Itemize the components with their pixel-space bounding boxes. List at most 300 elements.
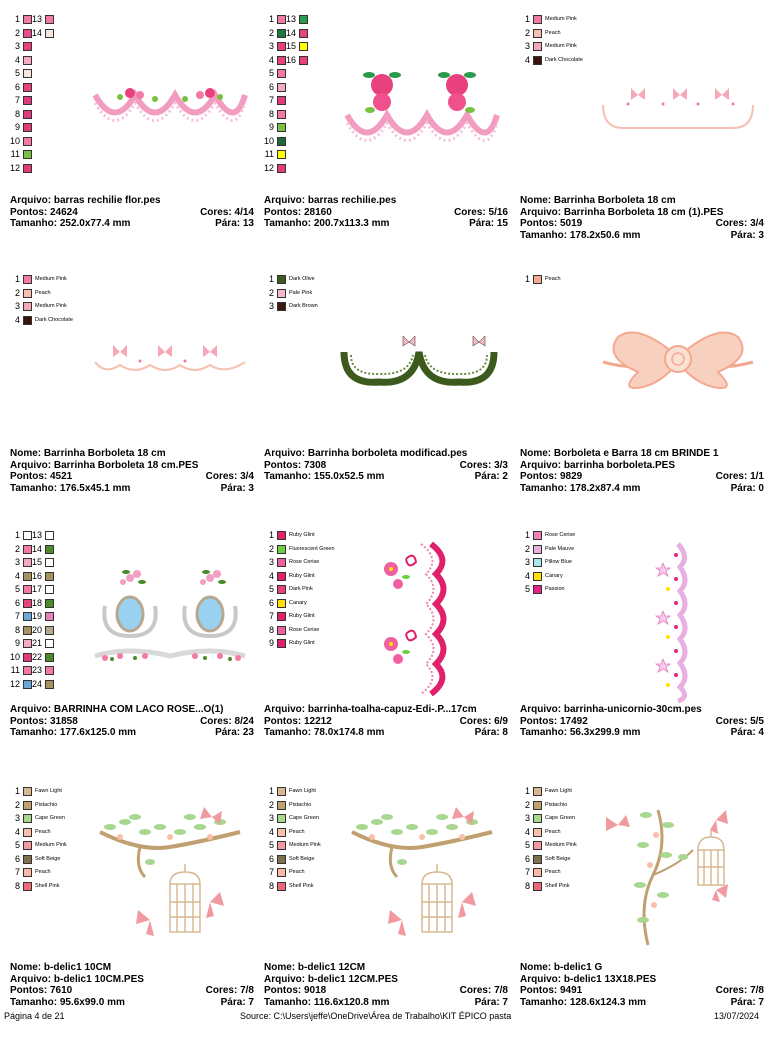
color-name: Pistachio [35,801,58,808]
color-number: 9 [14,122,20,132]
color-swatch [45,639,54,648]
info-left: Tamanho: 155.0x52.5 mm [264,471,385,482]
color-number: 4 [14,314,20,325]
info-left: Arquivo: BARRINHA COM LACO ROSE...O(1) [10,704,224,715]
info-line [264,985,508,997]
color-name: Canary [545,572,563,579]
info-line [264,974,508,986]
design-card [264,787,514,1037]
info-right: Pára: 13 [215,218,254,229]
info-line [264,704,508,716]
color-number: 1 [14,274,20,284]
info-line [10,207,254,219]
color-swatch [45,666,54,675]
design-preview [598,795,758,955]
info-left: Arquivo: Barrinha borboleta modificad.pes [264,448,468,459]
color-number: 15 [285,41,296,51]
color-swatch [45,680,54,689]
design-card [10,787,260,1037]
color-swatch [277,612,286,621]
color-number: 10 [9,651,20,662]
color-number: 4 [524,54,530,65]
info-left: Tamanho: 56.3x299.9 mm [520,727,641,738]
color-swatch [277,289,286,298]
source-path: Source: C:\Users\jeffe\OneDrive\Área de Trabalho\KIT ÉPICO pasta [240,1011,512,1021]
info-left: Arquivo: barras rechilie flor.pes [10,195,161,206]
color-swatch [23,801,32,810]
design-card [264,15,514,265]
info-right: Pára: 3 [730,229,764,241]
info-right: Cores: 8/24 [200,715,254,727]
info-right: Pára: 0 [730,482,764,494]
color-number: 1 [524,14,530,24]
color-number: 18 [31,597,42,608]
color-number: 8 [14,880,20,891]
info-line [264,218,508,230]
info-left: Pontos: 4521 [10,471,73,482]
info-left: Pontos: 5019 [520,218,583,229]
color-name: Ruby Glint [289,572,315,579]
color-number: 24 [31,678,42,689]
info-line [10,716,254,728]
info-left: Arquivo: b-delic1 13X18.PES [520,973,657,985]
info-left: Pontos: 12212 [264,715,332,727]
color-swatch [23,150,32,159]
color-swatch [23,69,32,78]
color-name: Medium Pink [35,276,67,282]
color-number: 4 [268,826,274,837]
color-number: 16 [285,54,296,65]
design-card [520,15,765,265]
design-info [264,195,508,230]
color-name: Peach [35,869,51,875]
color-name: Soft Beige [35,855,61,862]
color-swatch [277,531,286,540]
color-name: Rose Cerise [545,532,576,538]
color-number: 12 [263,162,274,173]
color-swatch [23,275,32,284]
color-swatch [277,572,286,581]
info-left: Pontos: 7308 [264,459,327,471]
design-info [10,962,254,1008]
color-name: Peach [545,29,561,36]
color-number: 4 [14,570,20,581]
color-swatch [45,626,54,635]
color-swatch [23,302,32,311]
design-info [10,195,254,230]
info-left: Pontos: 9018 [264,985,327,996]
info-left: Tamanho: 78.0x174.8 mm [264,727,385,738]
info-left: Pontos: 9829 [520,471,583,482]
info-right: Cores: 3/3 [459,459,508,471]
color-number: 13 [31,530,42,540]
color-swatch [533,275,542,284]
color-number: 5 [268,584,274,594]
info-line [520,218,764,230]
info-right: Cores: 5/16 [454,206,508,218]
color-swatch [45,558,54,567]
info-line [10,448,254,460]
design-info [520,195,764,241]
info-left: Arquivo: Barrinha Borboleta 18 cm (1).PES [520,206,724,218]
color-swatch [23,110,32,119]
color-name: Medium Pink [35,303,67,309]
design-card [10,15,260,265]
info-line [520,195,764,207]
info-left: Arquivo: Barrinha Borboleta 18 cm.PES [10,459,199,471]
info-line [520,962,764,974]
color-swatch [23,164,32,173]
color-number: 6 [268,853,274,864]
info-right: Cores: 4/14 [200,206,254,218]
color-number: 4 [268,570,274,581]
design-preview [90,566,250,676]
color-number: 22 [31,651,42,662]
color-swatch [23,814,32,823]
color-swatch [45,599,54,608]
color-name: Medium Pink [289,842,321,848]
color-number: 6 [14,81,20,92]
color-swatch [533,572,542,581]
color-swatch [23,137,32,146]
color-number: 4 [268,54,274,65]
color-swatch [533,801,542,810]
info-right: Pára: 7 [474,996,508,1008]
page-number: Página 4 de 21 [4,1011,65,1021]
color-number: 1 [524,786,530,796]
color-name: Peach [289,828,305,835]
color-swatch [277,110,286,119]
info-right: Cores: 6/9 [459,715,508,727]
color-swatch [277,882,286,891]
info-line [264,471,508,483]
color-name: Shell Pink [289,882,314,889]
print-date: 13/07/2024 [713,1011,759,1021]
color-number: 19 [31,611,42,621]
info-left: Tamanho: 116.6x120.8 mm [264,996,390,1008]
color-number: 5 [268,68,274,78]
color-swatch [277,69,286,78]
info-line [520,704,764,716]
color-name: Pistachio [289,801,312,808]
color-name: Rose Cerise [289,559,320,565]
info-left: Nome: b-delic1 G [520,962,603,973]
info-right: Pára: 3 [220,482,254,494]
color-number: 4 [14,826,20,837]
color-swatch [533,558,542,567]
color-number: 2 [14,799,20,810]
info-line [520,471,764,483]
color-number: 4 [524,826,530,837]
info-line [264,997,508,1009]
color-name: Ruby Glint [289,640,315,646]
info-line [264,962,508,974]
color-number: 6 [14,853,20,864]
color-number: 15 [31,557,42,567]
info-left: Arquivo: barras rechilie.pes [264,195,397,206]
color-swatch [533,545,542,554]
color-number: 5 [14,840,20,850]
color-name: Dark Brown [289,303,318,309]
info-left: Arquivo: barrinha-unicornio-30cm.pes [520,704,702,715]
info-left: Nome: Borboleta e Barra 18 cm BRINDE 1 [520,448,719,459]
color-number: 7 [14,611,20,621]
design-preview [648,539,698,704]
color-number: 5 [14,584,20,594]
color-swatch [277,302,286,311]
color-swatch [533,29,542,38]
color-name: Peach [35,828,51,835]
color-name: Shell Pink [545,882,570,889]
info-left: Pontos: 24624 [10,206,78,218]
info-line [520,448,764,460]
color-number: 2 [14,27,20,38]
color-swatch [277,639,286,648]
info-left: Tamanho: 176.5x45.1 mm [10,482,131,494]
info-right: Pára: 7 [730,996,764,1008]
color-number: 3 [524,557,530,567]
color-name: Dark Chocolate [545,56,583,63]
color-swatch [277,855,286,864]
design-preview [598,80,758,135]
color-name: Peach [35,289,51,296]
color-number: 1 [524,530,530,540]
color-swatch [277,599,286,608]
color-name: Peach [545,828,561,835]
color-number: 3 [268,41,274,51]
color-swatch [23,787,32,796]
info-right: Pára: 7 [220,996,254,1008]
design-card [520,531,765,781]
design-info [520,448,764,494]
info-line [10,483,254,495]
design-preview [90,792,250,957]
color-number: 2 [524,799,530,810]
color-swatch [299,42,308,51]
info-line [10,997,254,1009]
color-number: 4 [14,54,20,65]
design-card [520,275,765,525]
color-swatch [23,42,32,51]
color-swatch [45,15,54,24]
color-name: Passion [545,586,565,592]
color-swatch [23,83,32,92]
color-name: Medium Pink [545,842,577,848]
color-number: 13 [31,14,42,24]
info-left: Arquivo: b-delic1 12CM.PES [264,973,398,985]
color-swatch [23,123,32,132]
color-name: Soft Beige [289,855,315,862]
design-info [264,704,508,739]
color-number: 1 [268,274,274,284]
design-preview [90,337,250,382]
color-number: 2 [524,27,530,38]
design-preview [339,330,499,390]
info-line [520,460,764,472]
color-number: 21 [31,638,42,648]
design-info [264,962,508,1008]
color-swatch [277,801,286,810]
color-swatch [277,828,286,837]
color-number: 7 [268,611,274,621]
info-line [10,195,254,207]
design-preview [376,539,456,699]
color-swatch [533,855,542,864]
info-left: Arquivo: barrinha-toalha-capuz-Edi-.P...17cm [264,704,477,715]
color-swatch [45,545,54,554]
color-swatch [277,841,286,850]
color-number: 2 [268,287,274,298]
color-swatch [533,828,542,837]
color-swatch [277,275,286,284]
design-preview [342,60,502,160]
color-name: Medium Pink [35,842,67,848]
info-left: Tamanho: 128.6x124.3 mm [520,996,646,1008]
color-number: 1 [268,786,274,796]
color-name: Canary [289,599,307,606]
color-number: 2 [14,287,20,298]
color-number: 1 [524,274,530,284]
color-number: 5 [14,68,20,78]
color-number: 1 [14,786,20,796]
info-right: Pára: 15 [469,218,508,229]
color-number: 9 [268,122,274,132]
color-number: 20 [31,624,42,635]
info-line [520,974,764,986]
color-number: 2 [14,543,20,554]
color-number: 3 [524,813,530,823]
color-number: 3 [14,557,20,567]
color-name: Fawn Light [545,788,572,794]
color-number: 14 [31,543,42,554]
color-swatch [23,289,32,298]
color-number: 1 [268,530,274,540]
color-name: Fawn Light [35,788,62,794]
color-name: Pale Mauve [545,545,575,552]
color-swatch [23,868,32,877]
info-line [10,460,254,472]
color-swatch [23,316,32,325]
info-line [264,195,508,207]
info-left: Nome: b-delic1 10CM [10,962,112,973]
color-number: 3 [524,41,530,51]
color-number: 3 [14,301,20,311]
color-number: 14 [285,27,296,38]
info-right: Pára: 2 [474,471,508,482]
color-swatch [45,653,54,662]
color-swatch [533,15,542,24]
color-number: 6 [268,81,274,92]
color-name: Ruby Glint [289,532,315,538]
info-left: Pontos: 28160 [264,206,332,218]
color-number: 3 [14,41,20,51]
color-number: 6 [524,853,530,864]
color-number: 23 [31,665,42,675]
color-number: 17 [31,584,42,594]
color-name: Fluorescent Green [289,545,335,552]
color-swatch [533,531,542,540]
color-number: 4 [524,570,530,581]
color-swatch [277,626,286,635]
color-number: 10 [9,135,20,146]
color-number: 7 [14,95,20,105]
color-number: 5 [524,840,530,850]
info-right: Cores: 7/8 [459,985,508,996]
color-number: 7 [268,95,274,105]
info-right: Cores: 7/8 [715,985,764,996]
color-swatch [23,828,32,837]
color-swatch [533,841,542,850]
info-right: Cores: 7/8 [205,985,254,996]
info-line [10,727,254,739]
color-name: Cape Green [35,815,65,821]
design-info [10,704,254,739]
design-info [264,448,508,483]
color-swatch [533,814,542,823]
info-line [520,483,764,495]
design-preview [598,317,758,397]
design-card [520,787,765,1037]
color-number: 12 [9,678,20,689]
info-left: Nome: Barrinha Borboleta 18 cm [520,195,676,206]
color-swatch [45,585,54,594]
color-swatch [23,882,32,891]
color-number: 14 [31,27,42,38]
info-line [520,230,764,242]
info-line [264,727,508,739]
color-name: Cape Green [545,815,575,821]
info-left: Pontos: 17492 [520,715,588,727]
info-line [264,460,508,472]
color-number: 7 [268,867,274,877]
info-left: Arquivo: barrinha borboleta.PES [520,459,676,471]
color-swatch [45,29,54,38]
color-name: Pillow Blue [545,559,572,565]
design-card [10,531,260,781]
info-line [520,727,764,739]
color-name: Soft Beige [545,855,571,862]
info-line [10,985,254,997]
info-right: Cores: 1/1 [715,471,764,482]
color-number: 1 [268,14,274,24]
color-number: 3 [268,557,274,567]
color-swatch [533,882,542,891]
info-left: Tamanho: 178.2x50.6 mm [520,229,641,241]
color-number: 8 [14,108,20,119]
color-swatch [277,545,286,554]
design-preview [342,792,502,957]
color-name: Medium Pink [545,43,577,49]
info-right: Cores: 3/4 [715,218,764,229]
color-swatch [533,56,542,65]
color-swatch [23,56,32,65]
info-left: Arquivo: b-delic1 10CM.PES [10,973,144,985]
info-left: Pontos: 31858 [10,715,78,727]
info-line [264,207,508,219]
color-swatch [277,150,286,159]
color-name: Dark Olive [289,276,315,282]
color-number: 10 [263,135,274,146]
design-info [10,448,254,494]
color-swatch [533,42,542,51]
color-name: Peach [545,869,561,875]
color-name: Shell Pink [35,882,60,889]
color-number: 11 [10,149,20,159]
color-number: 3 [14,813,20,823]
color-swatch [277,123,286,132]
info-line [520,716,764,728]
color-number: 2 [524,543,530,554]
